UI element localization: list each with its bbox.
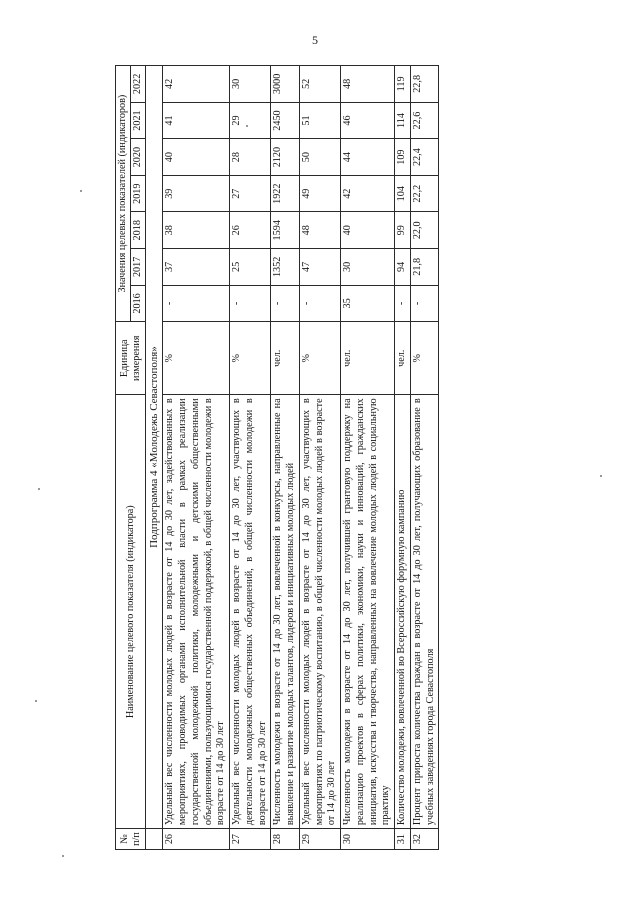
row-value: 39: [163, 175, 230, 212]
header-year: 2019: [131, 175, 146, 212]
row-value: 46: [341, 102, 395, 139]
subprogram-title: Подпрограмма 4 «Молодежь Севастополя»: [146, 66, 163, 829]
row-value: 52: [299, 66, 340, 103]
row-value: 30: [341, 249, 395, 286]
row-name: Процент прироста количества граждан в возрасте от 14 до 30 лет, получающих образование в учебных заведениях города Севастополя: [410, 395, 439, 829]
table-row: [410, 66, 439, 850]
row-value: 2120: [271, 139, 300, 176]
row-value: 22,0: [410, 212, 439, 249]
row-value: 47: [299, 249, 340, 286]
header-values: Значения целевых показателей (индикаторов): [116, 66, 131, 322]
row-unit: чел.: [271, 322, 300, 395]
header-year: 2020: [131, 139, 146, 176]
row-unit: %: [230, 322, 271, 395]
row-value: 22,6: [410, 102, 439, 139]
row-unit: %: [410, 322, 439, 395]
row-value: 109: [395, 139, 411, 176]
header-year: 2017: [131, 249, 146, 286]
header-num: № п/п: [116, 829, 146, 850]
row-value: 25: [230, 249, 271, 286]
table-row: [395, 66, 411, 850]
row-num: 26: [163, 829, 230, 850]
row-value: 1352: [271, 249, 300, 286]
row-value: 28: [230, 139, 271, 176]
scan-speck: [600, 475, 602, 477]
row-value: 3000: [271, 66, 300, 103]
rotated-table-container: [115, 65, 575, 850]
row-unit: чел.: [395, 322, 411, 395]
row-value: 48: [299, 212, 340, 249]
row-value: -: [230, 285, 271, 322]
row-num: 32: [410, 829, 439, 850]
row-value: 30: [230, 66, 271, 103]
row-value: 42: [341, 175, 395, 212]
row-value: 40: [163, 139, 230, 176]
table-row: [163, 66, 230, 850]
row-unit: %: [299, 322, 340, 395]
row-num: 27: [230, 829, 271, 850]
row-unit: %: [163, 322, 230, 395]
row-unit: чел.: [341, 322, 395, 395]
row-value: 114: [395, 102, 411, 139]
row-value: 35: [341, 285, 395, 322]
row-value: 22,8: [410, 66, 439, 103]
row-name: Удельный вес численности молодых людей в возрасте от 14 до 30 лет, участвующих в деятельности молодежных общественных объединений, в общей численности молодежи в возрасте от 14 до 30 лет: [230, 395, 271, 829]
row-value: 40: [341, 212, 395, 249]
row-value: 2450: [271, 102, 300, 139]
scan-speck: [80, 190, 82, 192]
row-value: 41: [163, 102, 230, 139]
scan-speck: [35, 700, 37, 702]
row-name: Численность молодежи в возрасте от 14 до 30 лет, вовлеченной в конкурсы, направленные на выявление и развитие молодых талантов, лидеров и инициативных молодых людей: [271, 395, 300, 829]
row-value: 48: [341, 66, 395, 103]
row-name: Удельный вес численности молодых людей в возрасте от 14 до 30 лет, задействованных в мероприятиях, проводимых органами исполнительной власти в рамках реализации государственной молодежной политики, молодежными и детскими общественными объединениями, пользующимися государственной поддержкой, в общей численности молодежи в возрасте от 14 до 30 лет: [163, 395, 230, 829]
scan-speck: [38, 488, 40, 490]
row-name: Удельный вес численности молодых людей в возрасте от 14 до 30 лет, участвующих в мероприятиях по патриотическому воспитанию, в общей численности молодых людей в возрасте от 14 до 30 лет: [299, 395, 340, 829]
indicator-table: [115, 65, 439, 850]
header-year: 2018: [131, 212, 146, 249]
row-num: 28: [271, 829, 300, 850]
header-unit: Единица измерения: [116, 322, 146, 395]
row-value: 22,4: [410, 139, 439, 176]
row-value: 51: [299, 102, 340, 139]
row-value: -: [395, 285, 411, 322]
row-value: -: [271, 285, 300, 322]
row-value: 99: [395, 212, 411, 249]
row-num: 31: [395, 829, 411, 850]
row-value: 38: [163, 212, 230, 249]
table-row: [271, 66, 300, 850]
row-num: 29: [299, 829, 340, 850]
table-row: [230, 66, 271, 850]
row-value: 37: [163, 249, 230, 286]
row-value: 50: [299, 139, 340, 176]
row-value: 42: [163, 66, 230, 103]
page-number: 5: [312, 33, 318, 47]
row-name: Численность молодежи в возрасте от 14 до 30 лет, получившей грантовую поддержку на реализацию проектов в сферах политики, экономики, науки и инноваций, гражданских инициатив, искусства и творчества, направленных на вовлечение молодых людей в социальную практику: [341, 395, 395, 829]
row-value: 1922: [271, 175, 300, 212]
row-value: 21,8: [410, 249, 439, 286]
row-value: 44: [341, 139, 395, 176]
row-num: 30: [341, 829, 395, 850]
row-value: -: [410, 285, 439, 322]
row-value: 104: [395, 175, 411, 212]
scan-speck: [62, 855, 64, 857]
header-name: Наименование целевого показателя (индикатора): [116, 395, 146, 829]
row-value: 26: [230, 212, 271, 249]
header-year: 2021: [131, 102, 146, 139]
row-value: 49: [299, 175, 340, 212]
row-value: 1594: [271, 212, 300, 249]
row-value: 27: [230, 175, 271, 212]
row-name: Количество молодежи, вовлеченной во Всероссийскую форумную кампанию: [395, 395, 411, 829]
row-value: -: [163, 285, 230, 322]
row-value: 119: [395, 66, 411, 103]
header-year: 2022: [131, 66, 146, 103]
row-value: 22,2: [410, 175, 439, 212]
row-value: 94: [395, 249, 411, 286]
table-row: [299, 66, 340, 850]
table-row: [341, 66, 395, 850]
row-value: 29: [230, 102, 271, 139]
header-year: 2016: [131, 285, 146, 322]
row-value: -: [299, 285, 340, 322]
